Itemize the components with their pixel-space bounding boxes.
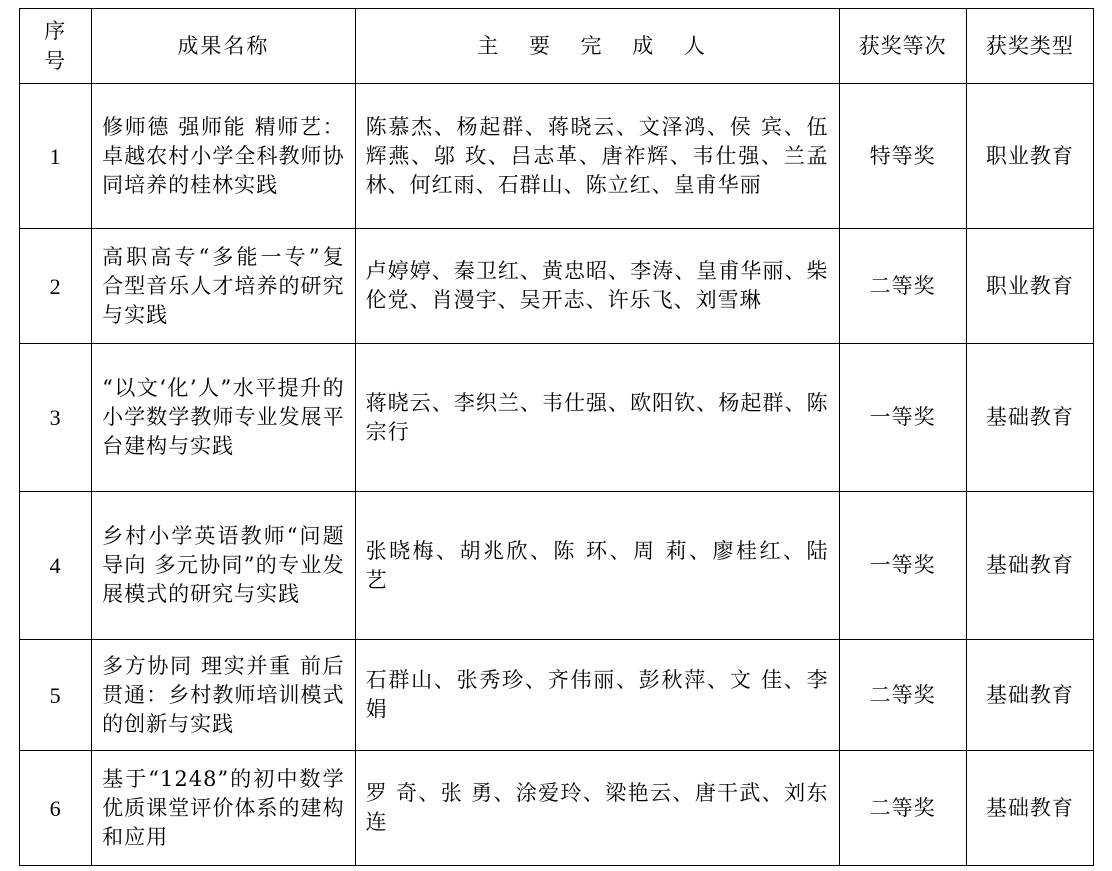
header-people xyxy=(355,9,839,84)
row-no: 1 xyxy=(20,84,92,229)
main-contributors-text: 蒋晓云、李织兰、韦仕强、欧阳钦、杨起群、陈宗行 xyxy=(365,390,829,444)
achievement-name xyxy=(92,640,355,751)
award-level: 二等奖 xyxy=(839,751,966,866)
awards-table xyxy=(19,8,1094,866)
award-type: 基础教育 xyxy=(966,751,1093,866)
main-contributors xyxy=(355,492,839,640)
row-no: 3 xyxy=(20,344,92,492)
table-row xyxy=(20,344,1094,492)
header-type xyxy=(966,9,1093,84)
achievement-name xyxy=(92,84,355,229)
header-level xyxy=(839,9,966,84)
main-contributors xyxy=(355,751,839,866)
achievement-name-text: 高职高专“多能一专”复合型音乐人才培养的研究与实践 xyxy=(102,244,345,327)
header-row xyxy=(20,9,1094,84)
header-name xyxy=(92,9,355,84)
award-level: 特等奖 xyxy=(839,84,966,229)
achievement-name xyxy=(92,492,355,640)
achievement-name xyxy=(92,751,355,866)
main-contributors-text: 罗 奇、张 勇、涂爱玲、梁艳云、唐干武、刘东连 xyxy=(365,781,829,834)
table-row xyxy=(20,492,1094,640)
award-level: 二等奖 xyxy=(839,640,966,751)
row-no: 4 xyxy=(20,492,92,640)
row-no: 6 xyxy=(20,751,92,866)
main-contributors xyxy=(355,640,839,751)
main-contributors xyxy=(355,344,839,492)
table-body xyxy=(20,84,1094,866)
achievement-name xyxy=(92,229,355,344)
achievement-name-text: 修师德 强师能 精师艺：卓越农村小学全科教师协同培养的桂林实践 xyxy=(102,114,345,197)
award-level: 一等奖 xyxy=(839,344,966,492)
header-no-label: 序号 xyxy=(44,19,68,73)
header-no xyxy=(20,9,92,84)
award-type: 基础教育 xyxy=(966,344,1093,492)
header-people-label: 主 要 完 成 人 xyxy=(477,33,717,58)
row-no: 2 xyxy=(20,229,92,344)
achievement-name-text: 多方协同 理实并重 前后贯通：乡村教师培训模式的创新与实践 xyxy=(102,653,345,736)
achievement-name-text: 基于“1248”的初中数学优质课堂评价体系的建构和应用 xyxy=(102,766,345,849)
main-contributors-text: 陈慕杰、杨起群、蒋晓云、文泽鸿、侯 宾、伍辉燕、邬 玫、吕志革、唐祚辉、韦仕强、兰孟林、何红雨、石群山、陈立红、皇甫华丽 xyxy=(365,114,829,197)
award-type: 职业教育 xyxy=(966,229,1093,344)
table-row xyxy=(20,640,1094,751)
main-contributors xyxy=(355,229,839,344)
award-level: 二等奖 xyxy=(839,229,966,344)
achievement-name-text: 乡村小学英语教师“问题导向 多元协同”的专业发展模式的研究与实践 xyxy=(102,524,345,606)
award-type: 职业教育 xyxy=(966,84,1093,229)
achievement-name-text: “以文‘化’人”水平提升的小学数学教师专业发展平台建构与实践 xyxy=(102,376,345,458)
award-type: 基础教育 xyxy=(966,640,1093,751)
header-level-label: 获奖等次 xyxy=(858,33,947,58)
table-row xyxy=(20,229,1094,344)
row-no: 5 xyxy=(20,640,92,751)
header-name-label: 成果名称 xyxy=(177,33,270,58)
main-contributors-text: 张晓梅、胡兆欣、陈 环、周 莉、廖桂红、陆 艺 xyxy=(365,538,829,592)
header-type-label: 获奖类型 xyxy=(985,33,1074,58)
table-header xyxy=(20,9,1094,84)
table-row xyxy=(20,751,1094,866)
award-level: 一等奖 xyxy=(839,492,966,640)
main-contributors-text: 卢婷婷、秦卫红、黄忠昭、李涛、皇甫华丽、柴伦党、肖漫宇、吴开志、许乐飞、刘雪琳 xyxy=(365,259,829,312)
achievement-name xyxy=(92,344,355,492)
main-contributors-text: 石群山、张秀珍、齐伟丽、彭秋萍、文 佳、李 娟 xyxy=(365,668,829,721)
main-contributors xyxy=(355,84,839,229)
award-type: 基础教育 xyxy=(966,492,1093,640)
table-row xyxy=(20,84,1094,229)
